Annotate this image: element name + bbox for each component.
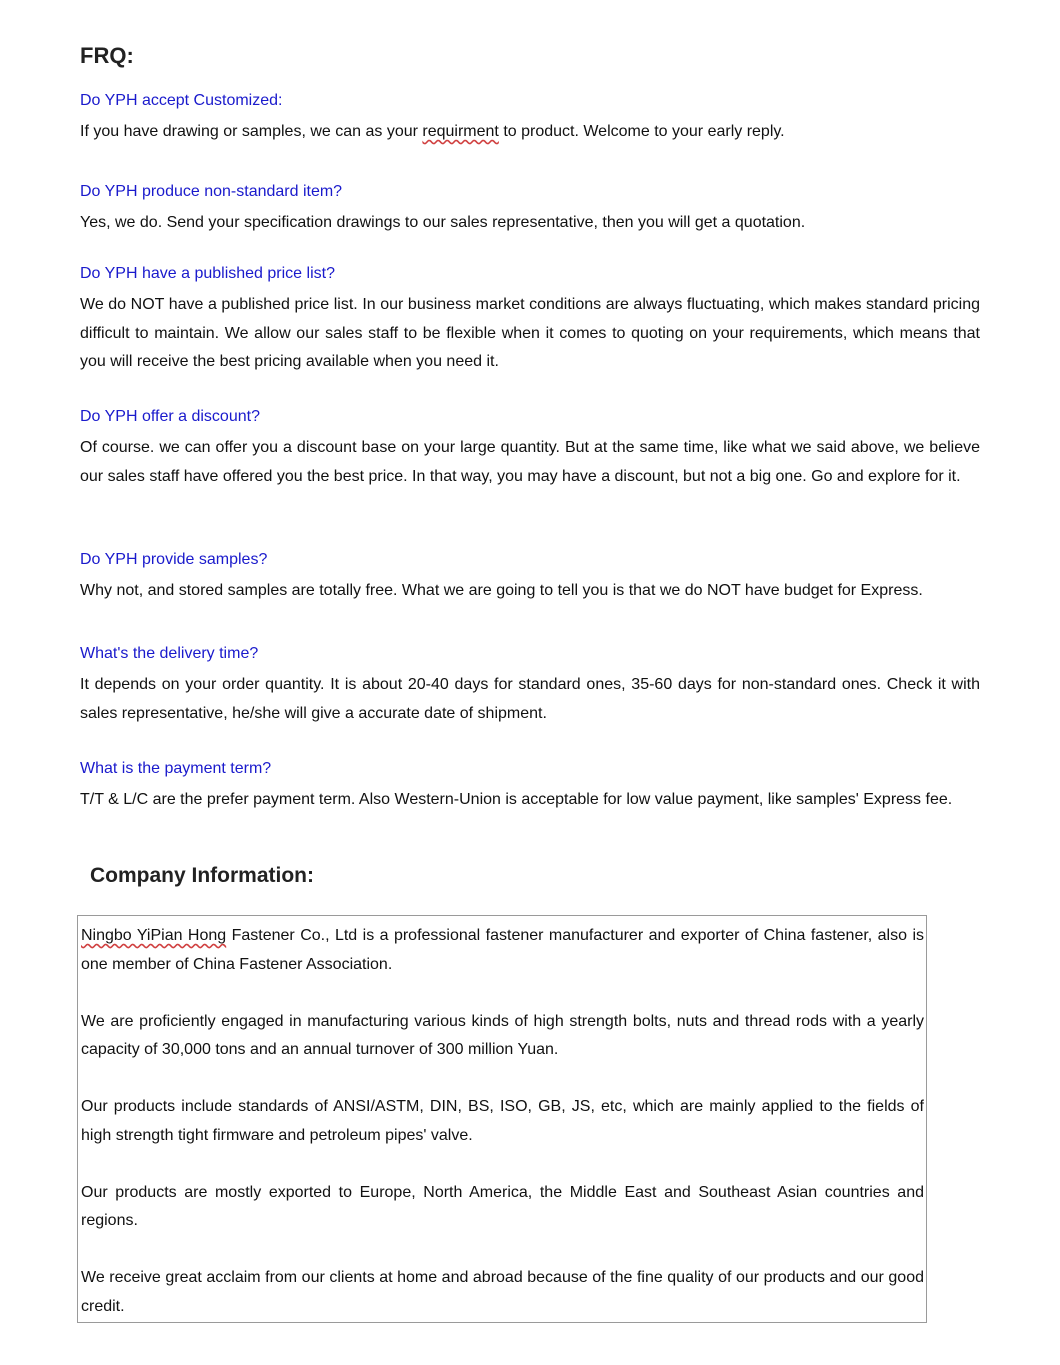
company-info-heading: Company Information: xyxy=(90,864,314,887)
company-paragraph: We receive great acclaim from our clients at home and abroad because of the fine quality of our products and our good credit. xyxy=(81,1269,924,1315)
answer-text: If you have drawing or samples, we can as your xyxy=(80,123,423,140)
faq-question: Do YPH offer a discount? xyxy=(80,408,260,425)
spellcheck-marked-word: requirment xyxy=(422,123,499,140)
spellcheck-marked-name: Ningbo YiPian Hong xyxy=(81,927,227,944)
faq-item-customized xyxy=(80,90,980,147)
faq-question: What's the delivery time? xyxy=(80,645,259,662)
faq-answer: Yes, we do. Send your specification drawings to our sales representative, then you will get a quotation. xyxy=(80,214,806,231)
company-paragraph xyxy=(81,922,924,979)
faq-question: Do YPH provide samples? xyxy=(80,551,268,568)
faq-item-delivery xyxy=(80,643,980,728)
company-info-box xyxy=(77,915,927,1323)
faq-question: What is the payment term? xyxy=(80,760,272,777)
faq-answer: We do NOT have a published price list. In our business market conditions are always fluctuating, which makes standard pricing difficult to maintain. We allow our sales staff to be flexible when it comes to quoting on your requirements, which means that you will receive the best pricing available when you need it. xyxy=(80,296,980,370)
faq-answer xyxy=(80,118,980,147)
faq-question: Do YPH have a published price list? xyxy=(80,265,335,282)
frq-heading: FRQ: xyxy=(80,43,134,68)
faq-item-non-standard xyxy=(80,181,980,238)
faq-answer: Of course. we can offer you a discount base on your large quantity. But at the same time, like what we said above, we believe our sales staff have offered you the best price. In that way, you may have a discount, but not a big one. Go and explore for it. xyxy=(80,439,980,485)
faq-item-discount xyxy=(80,406,980,491)
faq-question: Do YPH produce non-standard item? xyxy=(80,183,343,200)
faq-answer: T/T & L/C are the prefer payment term. Also Western-Union is acceptable for low value payment, like samples' Express fee. xyxy=(80,791,953,808)
answer-text: to product. Welcome to your early reply. xyxy=(498,123,785,140)
company-paragraph: We are proficiently engaged in manufacturing various kinds of high strength bolts, nuts and thread rods with a yearly capacity of 30,000 tons and an annual turnover of 300 million Yuan. xyxy=(81,1012,924,1058)
faq-question: Do YPH accept Customized: xyxy=(80,92,283,109)
paragraph-text: Fastener Co., Ltd is a professional fastener manufacturer and exporter of China fastener, also is one member of China Fastener Association. xyxy=(81,927,924,973)
company-paragraph: Our products include standards of ANSI/ASTM, DIN, BS, ISO, GB, JS, etc, which are mainly applied to the fields of high strength tight firmware and petroleum pipes' valve. xyxy=(81,1098,924,1144)
faq-answer: It depends on your order quantity. It is about 20-40 days for standard ones, 35-60 days for non-standard ones. Check it with sales representative, he/she will give a accurate date of shipment. xyxy=(80,676,980,722)
company-paragraph: Our products are mostly exported to Europe, North America, the Middle East and Southeast Asian countries and regions. xyxy=(81,1183,924,1229)
faq-answer: Why not, and stored samples are totally free. What we are going to tell you is that we do NOT have budget for Express. xyxy=(80,582,923,599)
faq-item-price-list xyxy=(80,263,980,377)
faq-item-samples xyxy=(80,549,980,606)
faq-item-payment xyxy=(80,758,980,815)
